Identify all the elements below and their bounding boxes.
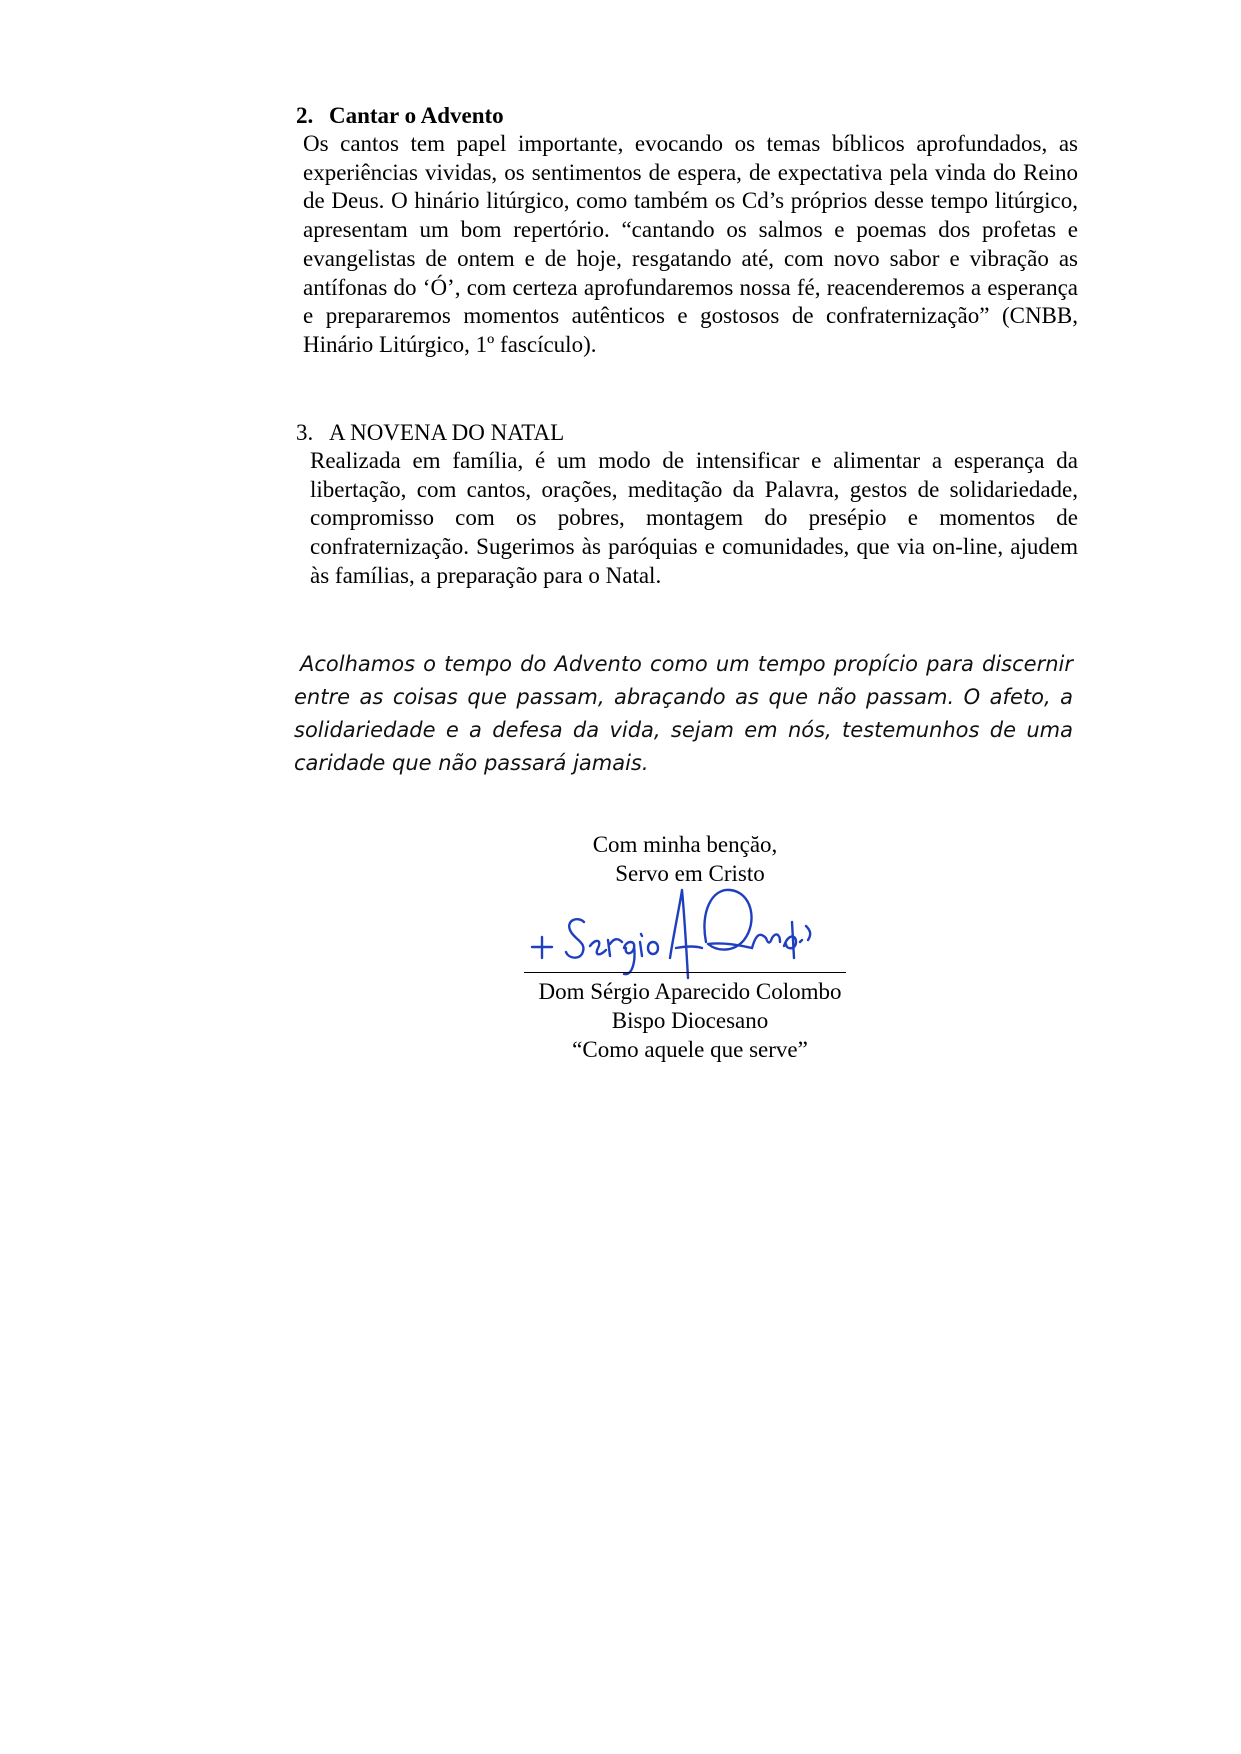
section-number: 2. — [296, 103, 314, 128]
signature-letter-s-stroke — [566, 919, 584, 957]
signatory-motto: “Como aquele que serve” — [572, 1037, 808, 1062]
signatory-role: Bispo Diocesano — [611, 1008, 769, 1033]
signatory-details — [500, 977, 880, 1064]
signature-tall-stroke — [670, 890, 688, 978]
signature-tail-stroke — [752, 922, 810, 958]
section-body: Realizada em família, é um modo de intensificar e alimentar a esperança da libertação, com cantos, orações, meditação da Palavra, gestos de solidariedade, compromisso com os pobres, montagem do presépio e momentos de confraternização. Sugerimos às paróquias e comunidades, que via on-line, ajudem às famílias, a preparação para o Natal. — [310, 448, 1078, 588]
signatory-name: Dom Sérgio Aparecido Colombo — [538, 979, 842, 1004]
section-number: 3. — [296, 420, 314, 445]
signature-scribble-icon — [530, 882, 850, 982]
signature-loop-stroke — [704, 890, 752, 950]
signature-a-crossbar — [676, 947, 702, 949]
handwritten-signature — [500, 888, 880, 978]
signature-greeting: Com minha bençăo, — [592, 832, 778, 857]
signature-block — [500, 830, 880, 1064]
signature-cross-stroke — [532, 937, 552, 958]
signature-servant-line: Servo em Cristo — [615, 861, 765, 886]
section-body: Os cantos tem papel importante, evocando os temas bíblicos aprofundados, as experiências vividas, os sentimentos de espera, de expectativa pela vinda do Reino de Deus. O hinário litúrgico, como também os Cd’s próprios desse tempo litúrgico, apresentam um bom repertório. “cantando os salmos e poemas dos profetas e evangelistas de ontem e de hoje, resgatando até, com novo sabor e vibração as antífonas do ‘Ó’, com certeza aprofundaremos nossa fé, reacenderemos a esperança e prepararemos momentos autênticos e gostosos de confraternização” (CNBB, Hinário Litúrgico, 1º fascículo). — [303, 131, 1078, 357]
section-title: Cantar o Advento — [329, 103, 504, 128]
section-cantar-advento — [296, 101, 1086, 360]
section-novena-natal — [296, 418, 1086, 591]
signature-line — [524, 972, 846, 973]
signature-name-stroke — [590, 934, 658, 974]
section-heading — [296, 101, 1086, 130]
closing-paragraph: Acolhamos o tempo do Advento como um tempo propício para discernir entre as coisas que passam, abraçando as que não passam. O afeto, a solidariedade e a defesa da vida, sejam em nós, testemunhos de uma caridade que não passará jamais. — [294, 652, 1073, 775]
section-title: A NOVENA DO NATAL — [329, 420, 565, 445]
section-heading — [296, 418, 1086, 447]
